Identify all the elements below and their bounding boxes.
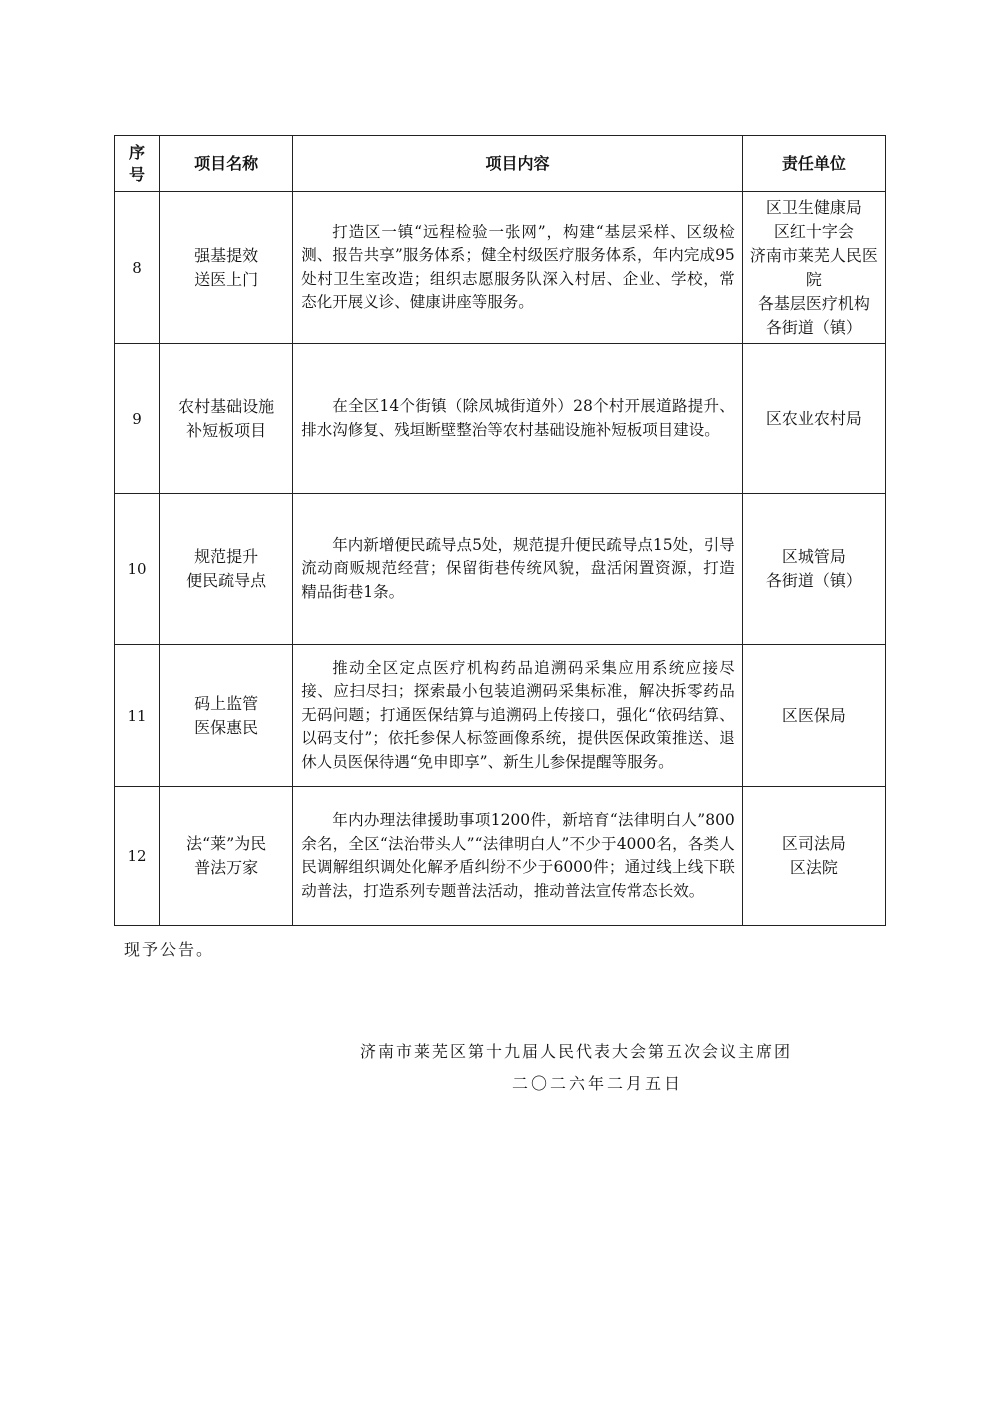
row-content-cell (293, 344, 743, 494)
row-unit: 区城管局 各街道（镇） (742, 494, 885, 645)
table-row (115, 344, 886, 494)
header-no: 序 号 (115, 136, 160, 192)
row-content: 推动全区定点医疗机构药品追溯码采集应用系统应接尽接、应扫尽扫；探索最小包装追溯码采集标准，解决拆零药品无码问题；打通医保结算与追溯码上传接口，强化“依码结算、以码支付”；依托参保人标签画像系统，提供医保政策推送、退休人员医保待遇“免申即享”、新生儿参保提醒等服务。 (301, 658, 735, 771)
row-no: 11 (115, 645, 160, 787)
table-row (115, 494, 886, 645)
row-name: 码上监管 医保惠民 (160, 645, 293, 787)
row-content: 在全区14个街镇（除凤城街道外）28个村开展道路提升、排水沟修复、残垣断壁整治等农村基础设施补短板项目建设。 (301, 397, 735, 439)
row-content-cell (293, 787, 743, 926)
table-header-row (115, 136, 886, 192)
table-row (115, 787, 886, 926)
row-content-cell (293, 192, 743, 344)
row-unit: 区卫生健康局 区红十字会 济南市莱芜人民医院 各基层医疗机构 各街道（镇） (742, 192, 885, 344)
row-no: 10 (115, 494, 160, 645)
table-row (115, 192, 886, 344)
header-content: 项目内容 (293, 136, 743, 192)
table-row (115, 645, 886, 787)
row-unit: 区医保局 (742, 645, 885, 787)
header-name: 项目名称 (160, 136, 293, 192)
issue-date: 二〇二六年二月五日 (512, 1074, 684, 1093)
row-name: 法“莱”为民 普法万家 (160, 787, 293, 926)
row-no: 12 (115, 787, 160, 926)
row-no: 8 (115, 192, 160, 344)
closing-statement: 现予公告。 (124, 940, 215, 959)
issuer-signature: 济南市莱芜区第十九届人民代表大会第五次会议主席团 (360, 1042, 793, 1061)
row-content: 年内新增便民疏导点5处，规范提升便民疏导点15处，引导流动商贩规范经营；保留街巷传统风貌，盘活闲置资源，打造精品街巷1条。 (301, 535, 735, 601)
row-unit: 区农业农村局 (742, 344, 885, 494)
row-no: 9 (115, 344, 160, 494)
row-content: 打造区一镇“远程检验一张网”，构建“基层采样、区级检测、报告共享”服务体系；健全村级医疗服务体系，年内完成95处村卫生室改造；组织志愿服务队深入村居、企业、学校，常态化开展义诊、健康讲座等服务。 (301, 222, 735, 311)
row-unit: 区司法局 区法院 (742, 787, 885, 926)
row-content-cell (293, 645, 743, 787)
row-content: 年内办理法律援助事项1200件，新培育“法律明白人”800余名，全区“法治带头人”“法律明白人”不少于4000名，各类人民调解组织调处化解矛盾纠纷不少于6000件；通过线上线下联动普法，打造系列专题普法活动，推动普法宣传常态长效。 (301, 811, 735, 900)
row-name: 强基提效 送医上门 (160, 192, 293, 344)
row-name: 农村基础设施 补短板项目 (160, 344, 293, 494)
row-content-cell (293, 494, 743, 645)
projects-table (114, 135, 886, 926)
header-unit: 责任单位 (742, 136, 885, 192)
row-name: 规范提升 便民疏导点 (160, 494, 293, 645)
